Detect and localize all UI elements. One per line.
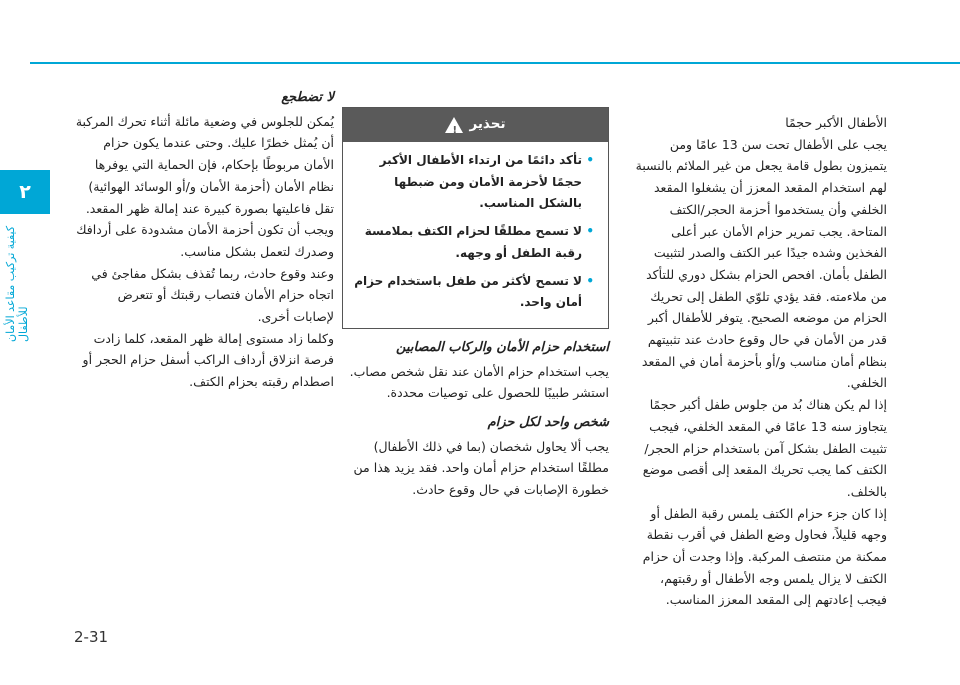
warning-title: تحذير — [469, 116, 506, 133]
header-rule — [30, 62, 960, 64]
middle-column — [342, 107, 609, 501]
chapter-tab — [0, 170, 50, 214]
left-paragraph: يُمكن للجلوس في وضعية مائلة أثناء تحرك المركبة أن يُمثل خطرًا عليك. وحتى عندما يكون حزام الأمان مربوطًا بإحكام، فإن الحماية التي يوفرها نظام الأمان (أحزمة الأمان و/أو الوسائد الهوائية) تقل فاعليتها بصورة كبيرة عند إمالة ظهر المقعد. ويجب أن تكون أحزمة الأمان مشدودة على أردافك وصدرك لتعمل بشكل مناسب. — [75, 113, 334, 259]
warning-list — [343, 142, 608, 328]
warning-box — [342, 107, 609, 329]
left-column — [75, 87, 334, 393]
right-paragraph: إذا كان جزء حزام الكتف يلمس رقبة الطفل أو وجهه قليلاً، فحاول وضع الطفل في أقرب نقطة ممكنة من منتصف المركبة. وإذا وجدت أن حزام الكتف لا يزال يلمس وجه الأطفال أو رقبتهم، فيجب إعادتهم إلى المقعد المعزز المناسب. — [642, 505, 887, 608]
chapter-number: ٢ — [19, 181, 31, 203]
warning-item: • لا تسمح لأكثر من طفل باستخدام حزام أمان واحد. — [353, 271, 594, 314]
left-heading: لا تضطجع — [281, 90, 334, 105]
section-heading: شخص واحد لكل حزام — [487, 415, 609, 431]
warning-triangle-icon: ! — [445, 117, 463, 133]
page-number: 2-31 — [74, 628, 109, 646]
warning-header — [343, 108, 608, 142]
section-heading: استخدام حزام الأمان والركاب المصابين — [396, 339, 609, 355]
warning-item: • تأكد دائمًا من ارتداء الأطفال الأكبر حجمًا لأحزمة الأمان ومن ضبطها بالشكل المناسب. — [353, 150, 594, 215]
right-column — [633, 112, 887, 611]
section-text: يجب ألا يحاول شخصان (بما في ذلك الأطفال) مطلقًا استخدام حزام أمان واحد. فقد يزيد هذا من خطورة الإصابات في حال وقوع حادث. — [353, 438, 609, 498]
right-paragraph: إذا لم يكن هناك بُد من جلوس طفل أكبر حجمًا يتجاوز سنه 13 عامًا في المقعد الخلفي، فيجب تثبيت الطفل بشكل آمن باستخدام حزام الحجر/الكتف كما يجب تحريك المقعد إلى أقصى موضع بالخلف. — [642, 397, 887, 499]
section-text: يجب استخدام حزام الأمان عند نقل شخص مصاب. استشر طبيبًا للحصول على توصيات محددة. — [349, 363, 609, 401]
warning-item: • لا تسمح مطلقًا لحزام الكتف بملامسة رقبة الطفل أو وجهه. — [353, 221, 594, 264]
chapter-title: كيفية تركيب مقاعد الأمان للأطفال — [4, 225, 30, 342]
left-paragraph: وكلما زاد مستوى إمالة ظهر المقعد، كلما زادت فرصة انزلاق أرداف الراكب أسفل حزام الحجر أو اصطدام رقبته بحزام الكتف. — [82, 330, 334, 390]
right-paragraph: يجب على الأطفال تحت سن 13 عامًا ومن يتميزون بطول قامة يجعل من غير الملائم بالنسبة لهم استخدام المقعد المعزز أن يشغلوا المقعد الخلفي وأن يستخدموا أحزمة الحجر/الكتف المتاحة. يجب تمرير حزام الأمان عبر أعلى الفخذين وشده جيدًا عبر الكتف والصدر لتثبيت الطفل بأمان. افحص الحزام بشكل دوري للتأكد من ملاءمته. فقد يؤدي تلوّي الطفل إلى تحريك الحزام من موضعه الصحيح. يتوفر للأطفال أكبر قدر من الأمان في حال وقوع حادث عند تثبيتهم بنظام أمان مناسب و/أو بأحزمة أمان في المقعد الخلفي. — [635, 136, 887, 391]
left-paragraph: وعند وقوع حادث، ربما تُقذف بشكل مفاجئ في اتجاه حزام الأمان فتصاب رقبتك أو تتعرض لإصابات أخرى. — [91, 265, 334, 325]
right-paragraph: الأطفال الأكبر حجمًا — [785, 115, 887, 130]
